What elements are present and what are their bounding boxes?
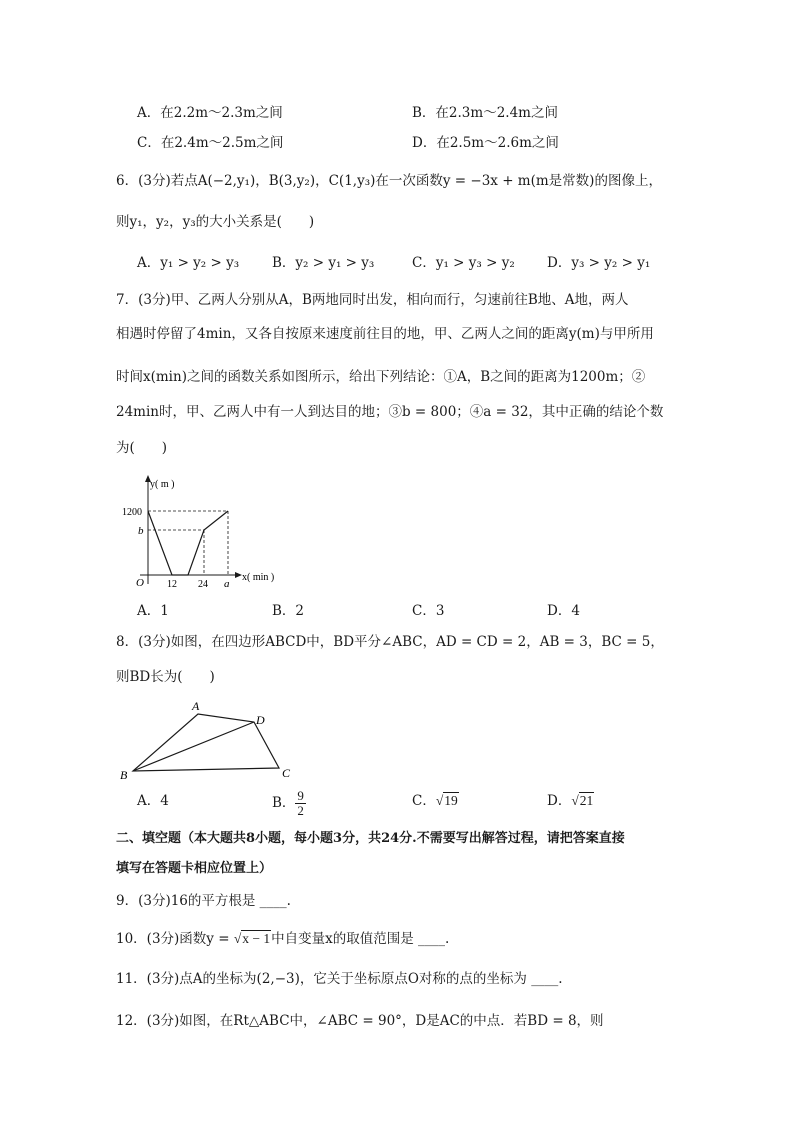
q8-option-a: A．4 [137, 793, 169, 809]
x-axis-label: x( min ) [242, 572, 275, 583]
q6-option-a: A．y₁ > y₂ > y₃ [137, 255, 240, 271]
q7-option-d: D．4 [547, 603, 580, 619]
q7-stem-line1: 7．(3分)甲、乙两人分别从A，B两地同时出发，相向而行，匀速前往B地、A地，两人 [116, 292, 629, 308]
q7-stem-line4: 24min时，甲、乙两人中有一人到达目的地；③b = 800；④a = 32，其中正确的结论个数 [116, 404, 664, 420]
q6-stem-line1: 6．(3分)若点A(−2,y₁)，B(3,y₂)，C(1,y₃)在一次函数y = −3x + m(m是常数)的图像上， [116, 173, 662, 189]
q8-stem-line1: 8．(3分)如图，在四边形ABCD中，BD平分∠ABC，AD = CD = 2，AB = 3，BC = 5， [116, 634, 664, 650]
distance-curve [148, 511, 228, 575]
y-tick-1200: 1200 [122, 507, 142, 518]
y-axis-label: y( m ) [150, 479, 175, 490]
x-tick-24: 24 [198, 579, 208, 590]
q5-option-d: D．在2.5m～2.6m之间 [412, 135, 559, 151]
q5-option-b: B．在2.3m～2.4m之间 [412, 105, 558, 121]
q10-stem: 10．(3分)函数y = √x − 1中自变量x的取值范围是 ____. [116, 931, 450, 947]
q7-stem-line2: 相遇时停留了4min，又各自按原来速度前往目的地，甲、乙两人之间的距离y(m)与甲所用 [116, 326, 654, 342]
vertex-c: C [282, 766, 291, 780]
vertex-a: A [192, 699, 200, 713]
q7-option-c: C．3 [412, 603, 445, 619]
origin-label: O [136, 577, 144, 589]
q6-option-c: C．y₁ > y₃ > y₂ [412, 255, 515, 271]
q6-option-d: D．y₃ > y₂ > y₁ [547, 255, 651, 271]
x-axis-arrow [235, 572, 242, 578]
q6-stem-line2: 则y₁，y₂，y₃的大小关系是( ) [116, 214, 315, 230]
q8-stem-line2: 则BD长为( ) [116, 669, 215, 685]
q7-stem-line5: 为( ) [116, 440, 168, 456]
q5-option-c: C．在2.4m～2.5m之间 [137, 135, 284, 151]
q7-stem-line3: 时间x(min)之间的函数关系如图所示，给出下列结论：①A，B之间的距离为1200m；② [116, 369, 646, 385]
x-tick-a: a [224, 578, 230, 590]
vertex-d: D [256, 713, 265, 727]
q12-stem: 12．(3分)如图，在Rt△ABC中，∠ABC = 90°，D是AC的中点．若BD = 8，则 [116, 1013, 604, 1029]
q7-option-b: B．2 [272, 603, 305, 619]
q11-stem: 11．(3分)点A的坐标为(2,−3)，它关于坐标原点O对称的点的坐标为 ____. [116, 971, 563, 987]
vertex-b: B [120, 768, 128, 782]
q7-option-a: A．1 [137, 603, 169, 619]
q7-distance-time-graph [122, 474, 298, 592]
diagonal-bd [133, 722, 254, 771]
x-tick-12: 12 [167, 579, 177, 590]
q8-option-d: D．√21 [547, 793, 594, 809]
q5-option-a: A．在2.2m～2.3m之间 [137, 105, 283, 121]
q8-option-b: B． $\frac{9}{2}$ [272, 788, 304, 818]
q8-option-c: C．√19 [412, 793, 458, 809]
q9-stem: 9．(3分)16的平方根是 ____. [116, 893, 291, 909]
fraction-nine-halves: $\frac{9}{2}$ [297, 788, 304, 818]
section2-heading-line2: 填写在答题卡相应位置上） [116, 861, 273, 876]
section2-heading-line1: 二、填空题（本大题共8小题，每小题3分，共24分.不需要写出解答过程，请把答案直接 [116, 831, 625, 846]
q6-option-b: B．y₂ > y₁ > y₃ [272, 255, 375, 271]
y-tick-b: b [138, 525, 144, 537]
q8-quadrilateral-figure [114, 697, 304, 783]
